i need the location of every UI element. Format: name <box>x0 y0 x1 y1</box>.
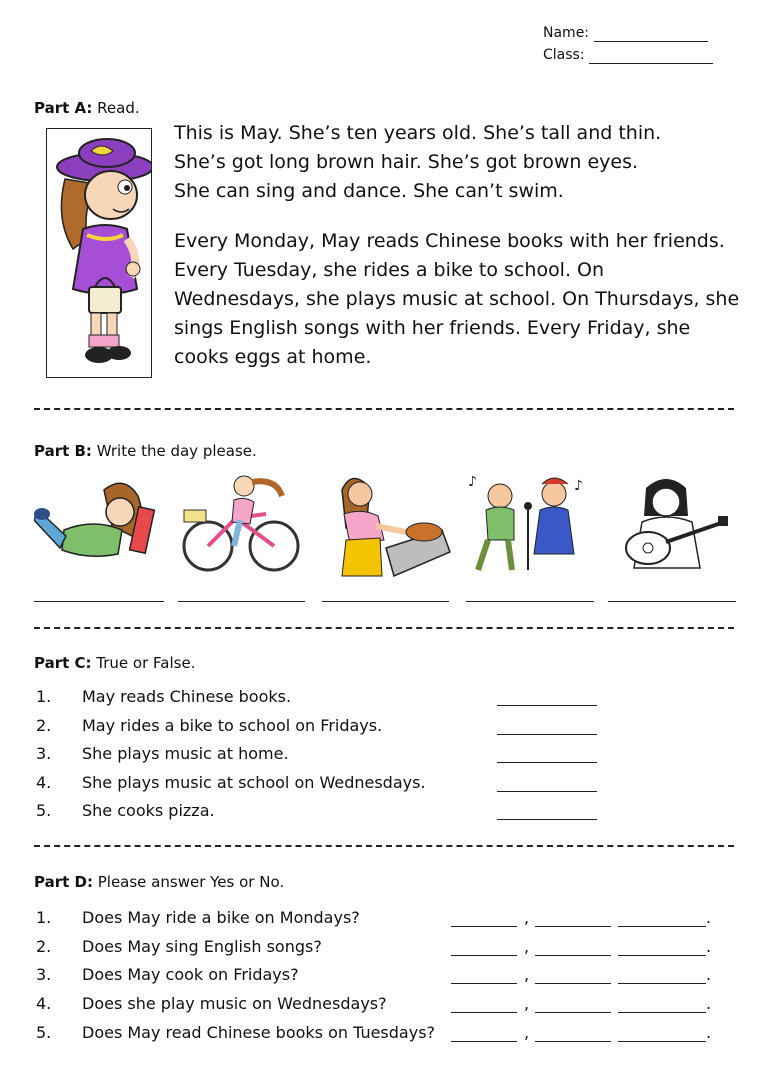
answer-blank[interactable] <box>618 955 706 956</box>
question-text: Does she play music on Wednesdays? <box>82 994 387 1013</box>
name-field[interactable] <box>594 41 708 42</box>
day-answer-blank[interactable] <box>34 601 164 602</box>
may-girl-icon <box>47 129 151 377</box>
name-label: Name: <box>543 25 590 41</box>
part-a-label: Part A: <box>34 99 93 117</box>
answer-blank[interactable] <box>535 1041 611 1042</box>
part-a-paragraph-1 <box>174 119 749 206</box>
part-a-instruction: Read. <box>97 99 140 117</box>
svg-text:♪: ♪ <box>468 474 477 490</box>
true-false-blank[interactable] <box>497 734 597 735</box>
true-false-blank[interactable] <box>497 819 597 820</box>
part-b-instruction: Write the day please. <box>96 442 257 460</box>
paragraph-line: sings English songs with her friends. Every Friday, she <box>174 317 691 339</box>
part-d-heading <box>34 873 284 891</box>
girl-reading-icon <box>34 470 158 570</box>
day-answer-blank[interactable] <box>608 601 736 602</box>
period: . <box>706 937 712 956</box>
true-false-blank[interactable] <box>497 762 597 763</box>
true-false-blank[interactable] <box>497 705 597 706</box>
paragraph-line: cooks eggs at home. <box>174 346 372 368</box>
paragraph-line: She’s got long brown hair. She’s got brown eyes. <box>174 151 639 173</box>
day-answer-blank[interactable] <box>178 601 305 602</box>
item-number: 5. <box>36 801 52 820</box>
statement-text: May reads Chinese books. <box>82 687 292 706</box>
period: . <box>706 994 712 1013</box>
paragraph-line: Wednesdays, she plays music at school. On Thursdays, she <box>174 288 740 310</box>
paragraph-line: This is May. She’s ten years old. She’s tall and thin. <box>174 122 662 144</box>
comma: , <box>524 965 530 984</box>
part-b-heading <box>34 442 257 460</box>
part-d-instruction: Please answer Yes or No. <box>97 873 285 891</box>
item-number: 2. <box>36 937 52 956</box>
girl-bike-icon <box>180 470 302 574</box>
section-divider <box>34 408 734 410</box>
answer-blank[interactable] <box>535 955 611 956</box>
item-number: 3. <box>36 744 52 763</box>
question-text: Does May read Chinese books on Tuesdays? <box>82 1023 436 1042</box>
class-field[interactable] <box>589 63 713 64</box>
item-number: 2. <box>36 716 52 735</box>
answer-blank[interactable] <box>618 926 706 927</box>
answer-blank[interactable] <box>535 1012 611 1013</box>
yes-no-blank[interactable] <box>451 1012 517 1013</box>
yes-no-blank[interactable] <box>451 926 517 927</box>
woman-cooking-icon <box>336 470 452 578</box>
period: . <box>706 908 712 927</box>
item-number: 1. <box>36 687 52 706</box>
answer-blank[interactable] <box>535 983 611 984</box>
item-number: 5. <box>36 1023 52 1042</box>
part-c-label: Part C: <box>34 654 92 672</box>
part-c-instruction: True or False. <box>96 654 196 672</box>
item-number: 4. <box>36 773 52 792</box>
part-c-heading <box>34 654 195 672</box>
day-answer-blank[interactable] <box>322 601 449 602</box>
statement-text: May rides a bike to school on Fridays. <box>82 716 383 735</box>
period: . <box>706 1023 712 1042</box>
day-answer-blank[interactable] <box>466 601 594 602</box>
statement-text: She cooks pizza. <box>82 801 215 820</box>
item-number: 3. <box>36 965 52 984</box>
part-d-label: Part D: <box>34 873 93 891</box>
comma: , <box>524 994 530 1013</box>
yes-no-blank[interactable] <box>451 1041 517 1042</box>
comma: , <box>524 1023 530 1042</box>
true-false-blank[interactable] <box>497 791 597 792</box>
yes-no-blank[interactable] <box>451 955 517 956</box>
paragraph-line: Every Tuesday, she rides a bike to school. On <box>174 259 605 281</box>
item-number: 4. <box>36 994 52 1013</box>
comma: , <box>524 908 530 927</box>
item-number: 1. <box>36 908 52 927</box>
part-a-heading <box>34 99 140 117</box>
answer-blank[interactable] <box>535 926 611 927</box>
answer-blank[interactable] <box>618 1012 706 1013</box>
period: . <box>706 965 712 984</box>
may-illustration-frame <box>46 128 152 378</box>
svg-text:♪: ♪ <box>574 478 583 494</box>
question-text: Does May sing English songs? <box>82 937 322 956</box>
girl-guitar-icon <box>606 470 734 574</box>
answer-blank[interactable] <box>618 1041 706 1042</box>
singers-icon <box>464 470 592 574</box>
class-label: Class: <box>543 47 585 63</box>
answer-blank[interactable] <box>618 983 706 984</box>
question-text: Does May cook on Fridays? <box>82 965 299 984</box>
statement-text: She plays music at home. <box>82 744 289 763</box>
question-text: Does May ride a bike on Mondays? <box>82 908 360 927</box>
paragraph-line: She can sing and dance. She can’t swim. <box>174 180 564 202</box>
part-b-label: Part B: <box>34 442 92 460</box>
paragraph-line: Every Monday, May reads Chinese books with her friends. <box>174 230 725 252</box>
part-a-paragraph-2 <box>174 227 754 372</box>
yes-no-blank[interactable] <box>451 983 517 984</box>
section-divider <box>34 845 734 847</box>
section-divider <box>34 627 734 629</box>
comma: , <box>524 937 530 956</box>
statement-text: She plays music at school on Wednesdays. <box>82 773 426 792</box>
